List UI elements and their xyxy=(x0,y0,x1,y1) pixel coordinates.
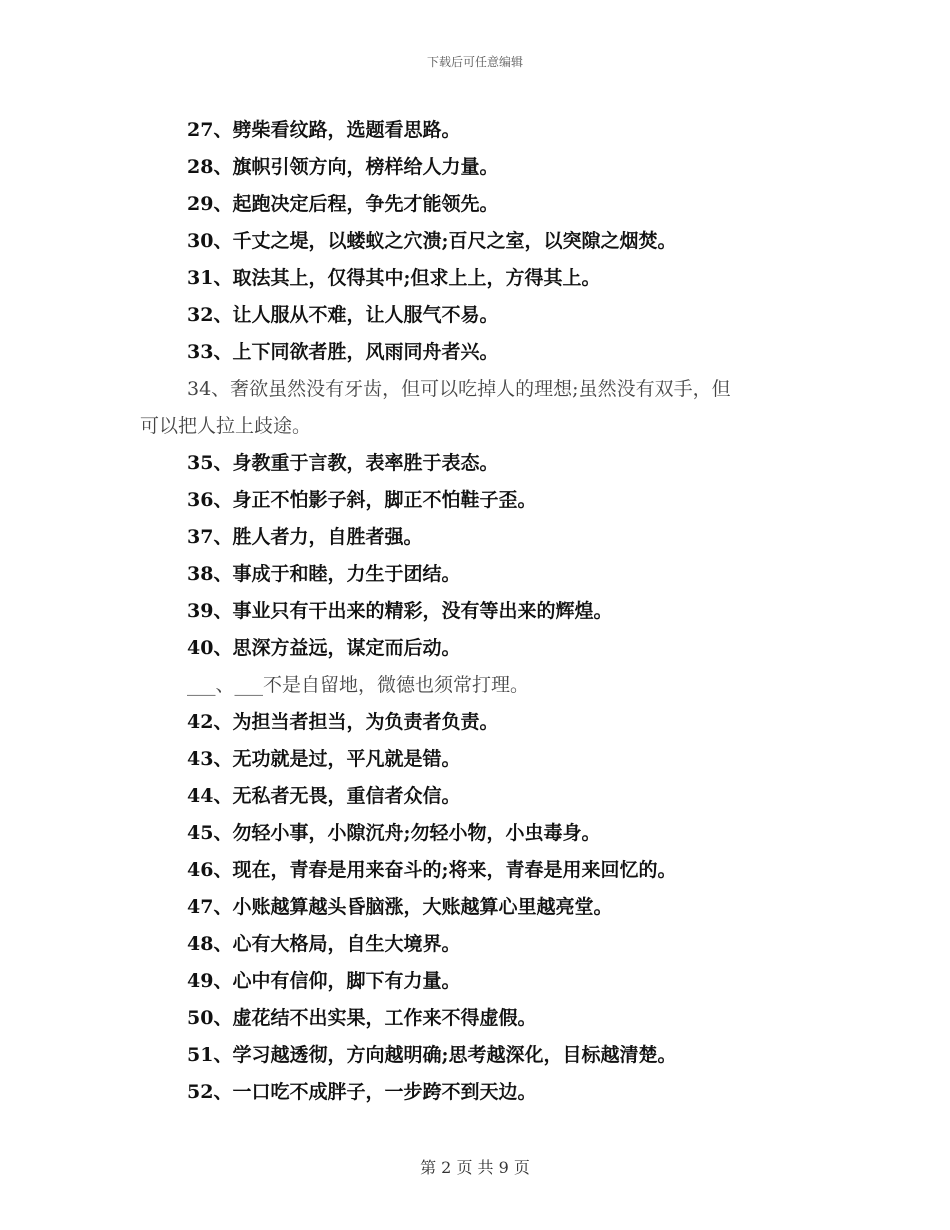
quote-line: 40、思深方益远，谋定而后动。 xyxy=(187,637,461,659)
page-header: 下载后可任意编辑 xyxy=(426,55,523,69)
quote-line: 52、一口吃不成胖子，一步跨不到天边。 xyxy=(187,1081,537,1103)
quote-line: 36、身正不怕影子斜，脚正不怕鞋子歪。 xyxy=(187,489,537,511)
quote-line-34-continuation: 可以把人拉上歧途。 xyxy=(140,415,312,437)
quote-line: 32、让人服从不难，让人服气不易。 xyxy=(187,304,499,326)
quote-line: 44、无私者无畏，重信者众信。 xyxy=(187,785,461,807)
quote-line: 47、小账越算越头昏脑涨，大账越算心里越亮堂。 xyxy=(187,896,613,918)
quote-line: 38、事成于和睦，力生于团结。 xyxy=(187,563,461,585)
quote-list-b xyxy=(0,445,950,1111)
quote-line: 43、无功就是过，平凡就是错。 xyxy=(187,748,461,770)
quote-line: 35、身教重于言教，表率胜于表态。 xyxy=(187,452,499,474)
quote-line: 49、心中有信仰，脚下有力量。 xyxy=(187,970,461,992)
quote-line: 31、取法其上，仅得其中;但求上上，方得其上。 xyxy=(187,267,601,289)
quote-list-a xyxy=(0,112,950,371)
quote-line: 29、起跑决定后程，争先才能领先。 xyxy=(187,193,499,215)
page-footer: 第 2 页 共 9 页 xyxy=(420,1158,530,1177)
quote-line: 42、为担当者担当，为负责者负责。 xyxy=(187,711,499,733)
quote-line: 51、学习越透彻，方向越明确;思考越深化，目标越清楚。 xyxy=(187,1044,677,1066)
quote-line: 46、现在，青春是用来奋斗的;将来，青春是用来回忆的。 xyxy=(187,859,677,881)
quote-line: 39、事业只有干出来的精彩，没有等出来的辉煌。 xyxy=(187,600,613,622)
document-body xyxy=(0,112,950,1111)
quote-line: 48、心有大格局，自生大境界。 xyxy=(187,933,461,955)
quote-line: 33、上下同欲者胜，风雨同舟者兴。 xyxy=(187,341,499,363)
quote-line: 27、劈柴看纹路，选题看思路。 xyxy=(187,119,461,141)
quote-line: ___、___不是自留地，微德也须常打理。 xyxy=(187,674,530,696)
quote-line: 45、勿轻小事，小隙沉舟;勿轻小物，小虫毒身。 xyxy=(187,822,601,844)
quote-line: 50、虚花结不出实果，工作来不得虚假。 xyxy=(187,1007,537,1029)
quote-line: 30、千丈之堤，以蝼蚁之穴溃;百尺之室，以突隙之烟焚。 xyxy=(187,230,677,252)
quote-line: 37、胜人者力，自胜者强。 xyxy=(187,526,423,548)
quote-line: 28、旗帜引领方向，榜样给人力量。 xyxy=(187,156,499,178)
quote-line-34-first: 34、奢欲虽然没有牙齿，但可以吃掉人的理想;虽然没有双手，但 xyxy=(187,378,731,400)
